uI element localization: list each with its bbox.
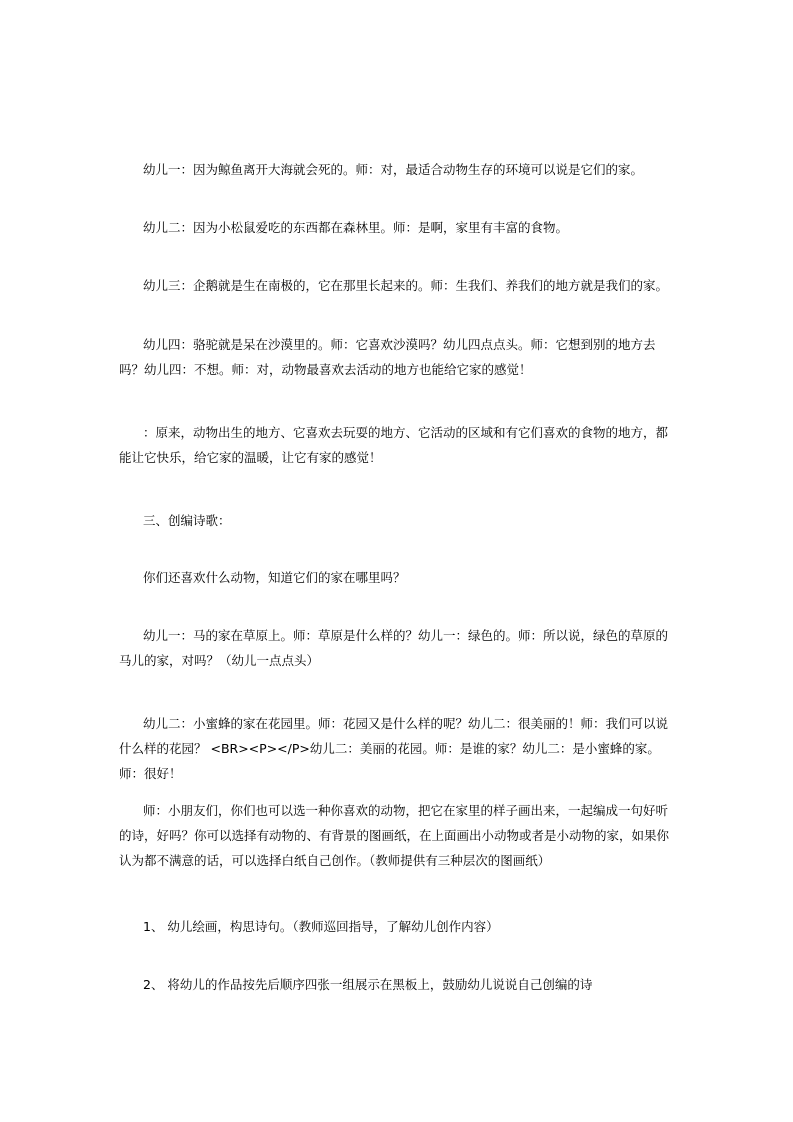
paragraph-4: 幼儿四：骆驼就是呆在沙漠里的。师：它喜欢沙漠吗？幼儿四点点头。师：它想到别的地方去吗？幼儿四：不想。师：对，动物最喜欢去活动的地方也能给它家的感觉！ (119, 337, 656, 377)
paragraph-8: 幼儿二：小蜜蜂的家在花园里。师：花园又是什么样的呢？幼儿二：很美丽的！师：我们可以说什么样的花园？ <BR><P></P>幼儿二：美丽的花园。师：是谁的家？幼儿二：是小蜜蜂的家。师：很好！ (119, 716, 669, 781)
list-item-1: 1、 幼儿绘画，构思诗句。（教师巡回指导，了解幼儿创作内容） (143, 919, 499, 934)
list-item-2: 2、 将幼儿的作品按先后顺序四张一组展示在黑板上，鼓励幼儿说说自己创编的诗 (143, 977, 593, 992)
paragraph-3: 幼儿三：企鹅就是生在南极的，它在那里长起来的。师：生我们、养我们的地方就是我们的家。 (143, 278, 669, 293)
section-heading: 三、创编诗歌： (143, 513, 231, 528)
paragraph-6: 你们还喜欢什么动物，知道它们的家在哪里吗？ (143, 570, 406, 585)
paragraph-5: ：原来，动物出生的地方、它喜欢去玩耍的地方、它活动的区域和有它们喜欢的食物的地方，都能让它快乐，给它家的温暖，让它有家的感觉！ (119, 425, 669, 465)
paragraph-7: 幼儿一：马的家在草原上。师：草原是什么样的？幼儿一：绿色的。师：所以说，绿色的草原的马儿的家，对吗？（幼儿一点点头） (119, 628, 669, 668)
paragraph-1: 幼儿一：因为鲸鱼离开大海就会死的。师：对，最适合动物生存的环境可以说是它们的家。 (143, 162, 644, 177)
paragraph-9: 师：小朋友们，你们也可以选一种你喜欢的动物，把它在家里的样子画出来，一起编成一句好听的诗，好吗？你可以选择有动物的、有背景的图画纸，在上面画出小动物或者是小动物的家，如果你认为都不满意的话，可以选择白纸自己创作。（教师提供有三种层次的图画纸） (119, 803, 670, 868)
paragraph-2: 幼儿二：因为小松鼠爱吃的东西都在森林里。师：是啊，家里有丰富的食物。 (143, 220, 569, 235)
